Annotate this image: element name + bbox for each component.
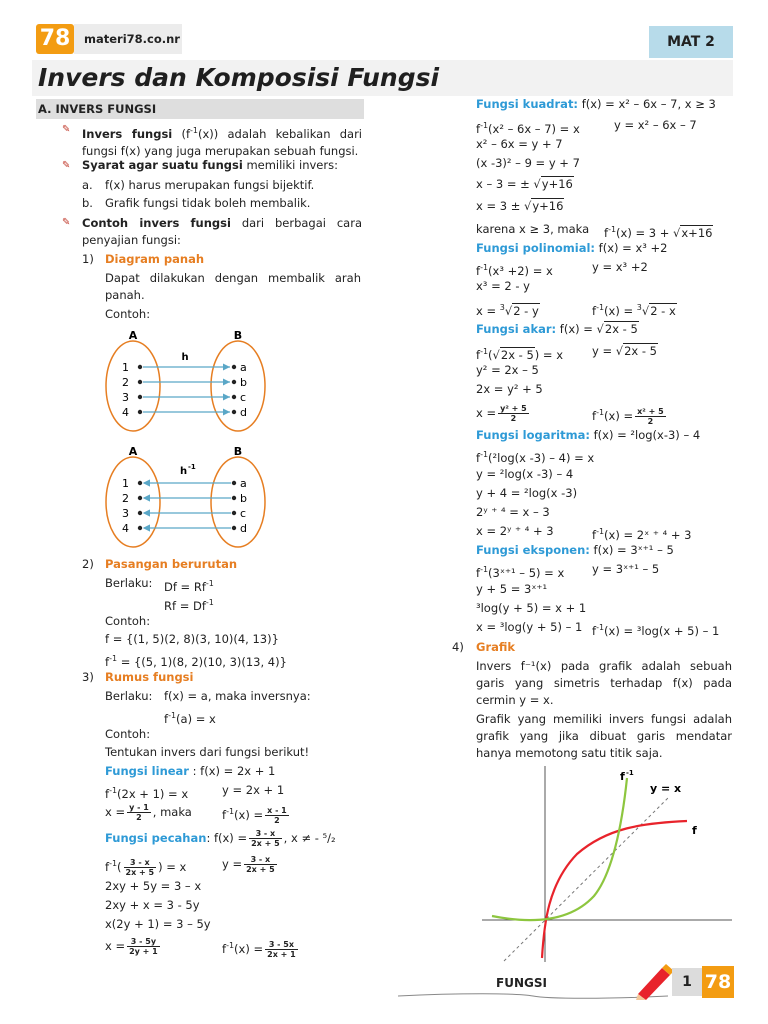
diagram-panah-heading: Diagram panah bbox=[105, 252, 205, 266]
radicand: 2x - 5 bbox=[500, 348, 534, 362]
f-letter: f bbox=[476, 348, 481, 362]
set-a-ellipse bbox=[106, 457, 160, 547]
log-step3: y + 4 = ²log(x -3) bbox=[476, 486, 578, 500]
set-b-label: B bbox=[233, 445, 243, 458]
sup: -1 bbox=[480, 121, 489, 130]
eq-prefix: x = bbox=[476, 406, 497, 420]
f-letter: f bbox=[592, 528, 597, 542]
f-letter: f bbox=[592, 624, 597, 638]
linear-step2-right bbox=[222, 800, 291, 827]
log-step5: x = 2ʸ ⁺ ⁴ + 3 bbox=[476, 524, 554, 538]
range-value: c bbox=[240, 391, 247, 404]
poli-result: $f^{-1}(x) = ^3√2 - x$ bbox=[592, 303, 676, 318]
poli-step3: x = $^3$√2 - y bbox=[476, 303, 539, 318]
kuadrat-step1 bbox=[476, 118, 580, 137]
radicand: 2 - y bbox=[513, 304, 539, 318]
sup: -1 bbox=[205, 598, 214, 607]
eq-prefix: (x) = bbox=[234, 808, 264, 822]
root-index: 3 bbox=[499, 303, 505, 312]
poli-step1 bbox=[476, 260, 553, 279]
fraction: $\frac{3 - x}{2x + 5}$ bbox=[251, 829, 280, 848]
df-text: Df = Rf bbox=[164, 580, 206, 594]
sup: -1 bbox=[480, 450, 489, 459]
radicand: 2x - 5 bbox=[624, 344, 657, 358]
polinomial-def: f(x) = x³ +2 bbox=[598, 241, 668, 255]
rf-equation bbox=[164, 595, 214, 614]
sup: -1 bbox=[226, 941, 235, 950]
logaritma-def: f(x) = ²log(x-3) – 4 bbox=[593, 428, 701, 442]
syarat-text: memiliki invers: bbox=[246, 158, 338, 172]
step-text: (3ˣ⁺¹ – 5) = x bbox=[488, 566, 565, 580]
pecahan-step5-right bbox=[222, 934, 300, 961]
set-a-label: A bbox=[128, 329, 138, 342]
syarat-b-marker: b. bbox=[82, 196, 93, 210]
label-f: f bbox=[692, 824, 697, 837]
eq-prefix: y = bbox=[592, 344, 613, 358]
domain-value: 1 bbox=[122, 361, 129, 374]
eksp-result bbox=[592, 620, 719, 639]
eq-prefix: (x) = bbox=[234, 942, 264, 956]
item-number: 3) bbox=[82, 670, 94, 684]
akar-step3: 2x = y² + 5 bbox=[476, 382, 543, 396]
domain-value: 2 bbox=[122, 492, 129, 505]
fraction: $\frac{3 - x}{2x + 5}$ bbox=[125, 858, 155, 877]
f-letter: f bbox=[476, 451, 481, 465]
f-letter: f bbox=[105, 787, 110, 801]
sup: -1 bbox=[190, 126, 198, 135]
eksponen-def: f(x) = 3ˣ⁺¹ – 5 bbox=[593, 543, 674, 557]
grafik-heading: Grafik bbox=[476, 640, 516, 654]
definition-paragraph: Invers fungsi $(f^{-1}(x))$ adalah kebalikan dari fungsi f(x) yang juga merupakan sebuah fungsi. bbox=[82, 126, 362, 158]
eksp-step3: ³log(y + 5) = x + 1 bbox=[476, 601, 587, 615]
f-letter: f bbox=[592, 409, 597, 423]
log-step2: y = ²log(x -3) – 4 bbox=[476, 467, 574, 481]
pecahan-step4: x(2y + 1) = 3 – 5y bbox=[105, 917, 211, 931]
sup: -1 bbox=[109, 654, 118, 663]
sup: -1 bbox=[596, 623, 605, 632]
range-value: a bbox=[240, 361, 247, 374]
eq-prefix: (x) = bbox=[604, 409, 634, 423]
akar-step1-right: y = √2x - 5 bbox=[592, 344, 657, 358]
log-step4: 2ʸ ⁺ ⁴ = x – 3 bbox=[476, 505, 550, 519]
kuadrat-step1-right: y = x² – 6x – 7 bbox=[614, 118, 697, 132]
step-text: (²log(x -3) – 4) = x bbox=[488, 451, 595, 465]
kuadrat-result: $f^{-1}(x) = 3 + √x+16$ bbox=[604, 225, 713, 240]
f-letter: f bbox=[592, 304, 597, 318]
sup: -1 bbox=[596, 303, 605, 312]
kuadrat-heading: Fungsi kuadrat: bbox=[476, 97, 579, 111]
f-letter: f bbox=[476, 264, 481, 278]
set-b-ellipse bbox=[211, 341, 265, 431]
berlaku-label: Berlaku: bbox=[105, 689, 153, 703]
kuadrat-step4: x – 3 = ± √y+16 bbox=[476, 177, 573, 191]
domain-value: 1 bbox=[122, 477, 129, 490]
rumus-heading: Rumus fungsi bbox=[105, 670, 194, 684]
sup: -1 bbox=[109, 859, 118, 868]
log-step1 bbox=[476, 447, 594, 466]
item-number: 2) bbox=[82, 557, 94, 571]
kuadrat-step5: x = 3 ± √y+16 bbox=[476, 199, 564, 213]
radicand: x+16 bbox=[681, 226, 713, 240]
akar-heading: Fungsi akar: bbox=[476, 322, 557, 336]
finv-set bbox=[105, 651, 287, 670]
pecahan-line bbox=[105, 826, 336, 850]
linear-line bbox=[105, 764, 275, 779]
eq-suffix: ) = x bbox=[534, 348, 564, 362]
rumus-inverse-text: (a) = x bbox=[176, 712, 216, 726]
polinomial-line bbox=[476, 241, 667, 256]
grafik-paragraph-2: Grafik yang memiliki invers fungsi adalah grafik yang jika dibuat garis mendatar hanya memotong satu titik saja. bbox=[476, 712, 732, 760]
kuadrat-line bbox=[476, 97, 716, 112]
sup: -1 bbox=[109, 786, 118, 795]
fraction: $\frac{y - 1}{2}$ bbox=[129, 803, 149, 822]
rf-text: Rf = Df bbox=[164, 599, 206, 613]
step-text: (x² – 6x – 7) = x bbox=[488, 122, 580, 136]
eq-suffix: , x ≠ - ⁵/₂ bbox=[283, 831, 336, 845]
step-text: (x) = 3 + bbox=[616, 226, 670, 240]
sup: -1 bbox=[596, 527, 605, 536]
arrow-diagram-h bbox=[100, 324, 280, 436]
log-result bbox=[592, 524, 691, 543]
sup: -1 bbox=[226, 807, 235, 816]
label-f-inverse-sup: -1 bbox=[626, 769, 634, 777]
site-name: materi78.co.nr bbox=[74, 24, 182, 54]
radicand: y+16 bbox=[532, 199, 564, 213]
contoh-term: Contoh invers fungsi bbox=[82, 216, 231, 230]
f-letter: f bbox=[105, 655, 110, 669]
linear-def: : f(x) = 2x + 1 bbox=[192, 764, 276, 778]
contoh-paragraph bbox=[82, 215, 362, 249]
f-set: f = {(1, 5)(2, 8)(3, 10)(4, 13)} bbox=[105, 632, 279, 646]
kuadrat-step6: karena x ≥ 3, maka bbox=[476, 222, 590, 236]
eq-suffix: , maka bbox=[152, 805, 192, 819]
polinomial-heading: Fungsi polinomial: bbox=[476, 241, 596, 255]
function-h-label: h bbox=[181, 352, 189, 363]
akar-step4 bbox=[476, 401, 531, 425]
grafik-paragraph-1: Invers f⁻¹(x) pada grafik adalah sebuah garis yang simetris terhadap f(x) pada cermin y = x. bbox=[476, 659, 732, 707]
akar-step1: $f^{-1}(√2x - 5) = x$ bbox=[476, 347, 564, 362]
eq-prefix: x = bbox=[476, 304, 497, 318]
fraction: $\frac{3 - 5x}{2x + 1}$ bbox=[267, 940, 296, 959]
footer-chapter: FUNGSI bbox=[496, 976, 547, 990]
akar-result bbox=[592, 401, 668, 428]
range-value: d bbox=[240, 522, 247, 535]
rumus-line: f(x) = a, maka inversnya: bbox=[164, 689, 311, 703]
label-y-equals-x: y = x bbox=[650, 782, 682, 795]
logaritma-line bbox=[476, 428, 700, 443]
eq-prefix: x – 3 = ± bbox=[476, 177, 530, 191]
eksp-step1 bbox=[476, 562, 564, 581]
syarat-term: Syarat agar suatu fungsi bbox=[82, 158, 243, 172]
logo-badge: 78 bbox=[36, 24, 74, 54]
root-index: 3 bbox=[636, 303, 642, 312]
sup: -1 bbox=[596, 408, 605, 417]
domain-value: 4 bbox=[122, 522, 129, 535]
syarat-a: f(x) harus merupakan fungsi bijektif. bbox=[105, 178, 315, 192]
pasangan-heading: Pasangan berurutan bbox=[105, 557, 238, 571]
sup: -1 bbox=[168, 711, 177, 720]
fraction: $\frac{3 - 5y}{2y + 1}$ bbox=[129, 937, 158, 956]
label-f-inverse: f bbox=[620, 770, 625, 783]
berlaku-label: Berlaku: bbox=[105, 576, 153, 590]
contoh-label: Contoh: bbox=[105, 307, 151, 321]
eq-prefix: x = bbox=[105, 939, 126, 953]
eq-prefix: y = bbox=[222, 857, 243, 871]
akar-def: f(x) = bbox=[559, 322, 593, 336]
radicand: 2x - 5 bbox=[604, 322, 638, 336]
f-letter: f bbox=[164, 712, 169, 726]
eq-prefix: : f(x) = bbox=[206, 831, 248, 845]
page-title: Invers dan Komposisi Fungsi bbox=[38, 63, 440, 92]
domain-value: 4 bbox=[122, 406, 129, 419]
step-text: (x) = bbox=[604, 304, 634, 318]
set-b-ellipse bbox=[211, 457, 265, 547]
f-letter: f bbox=[105, 860, 110, 874]
eq-prefix: x = 3 ± bbox=[476, 199, 521, 213]
f-letter: f bbox=[222, 942, 227, 956]
pencil-bullet-icon: ✎ bbox=[62, 124, 71, 135]
range-value: c bbox=[240, 507, 247, 520]
sup: -1 bbox=[205, 579, 214, 588]
syarat-line bbox=[82, 158, 338, 173]
contoh-text: dari berbagai cara penyajian fungsi: bbox=[82, 216, 362, 247]
f-letter: f bbox=[476, 566, 481, 580]
df-equation bbox=[164, 576, 214, 595]
footer-logo: 78 bbox=[702, 966, 734, 998]
function-h-inverse-label: h bbox=[180, 466, 188, 477]
eksp-step2: y + 5 = 3ˣ⁺¹ bbox=[476, 582, 548, 596]
linear-step1-right: y = 2x + 1 bbox=[222, 783, 285, 797]
linear-step2 bbox=[105, 800, 192, 824]
mirror-line-y-equals-x bbox=[504, 796, 670, 961]
pecahan-step3: 2xy + x = 3 - 5y bbox=[105, 898, 200, 912]
step-text: (x) = 2ˣ ⁺ ⁴ + 3 bbox=[604, 528, 692, 542]
f-letter: f bbox=[222, 808, 227, 822]
linear-step1-text: (2x + 1) = x bbox=[117, 787, 189, 801]
kuadrat-step3: (x -3)² – 9 = y + 7 bbox=[476, 156, 580, 170]
pencil-icon bbox=[632, 960, 674, 1000]
range-value: b bbox=[240, 376, 247, 389]
f-letter: f bbox=[476, 122, 481, 136]
pecahan-step1: $f^{-1}$( $\frac{3 - x}{2x + 5}$ ) = x bbox=[105, 858, 187, 877]
function-h-inverse-sup: -1 bbox=[188, 463, 196, 471]
pencil-bullet-icon: ✎ bbox=[62, 160, 71, 171]
pecahan-step2: 2xy + 5y = 3 – x bbox=[105, 879, 202, 893]
syarat-a-marker: a. bbox=[82, 178, 93, 192]
sup: -1 bbox=[480, 263, 489, 272]
akar-line: Fungsi akar: f(x) = √2x - 5 bbox=[476, 322, 638, 336]
pecahan-heading: Fungsi pecahan bbox=[105, 831, 207, 845]
fraction: $\frac{\text{y² + 5}}{2}$ bbox=[500, 404, 527, 423]
akar-step2: y² = 2x – 5 bbox=[476, 363, 539, 377]
footer-flourish bbox=[398, 990, 668, 1002]
f-letter: f bbox=[604, 226, 609, 240]
page-number: 1 bbox=[672, 968, 702, 996]
syarat-b: Grafik fungsi tidak boleh membalik. bbox=[105, 196, 311, 210]
eksponen-heading: Fungsi eksponen: bbox=[476, 543, 590, 557]
domain-value: 2 bbox=[122, 376, 129, 389]
range-value: b bbox=[240, 492, 247, 505]
pencil-bullet-icon: ✎ bbox=[62, 217, 71, 228]
domain-value: 3 bbox=[122, 507, 129, 520]
curve-f bbox=[542, 821, 687, 958]
eksp-step4: x = ³log(y + 5) – 1 bbox=[476, 620, 583, 634]
fraction: $\frac{3 - x}{2x + 5}$ bbox=[246, 855, 275, 874]
fraction: $\frac{x - 1}{2}$ bbox=[267, 806, 287, 825]
set-a-ellipse bbox=[106, 341, 160, 431]
sup: -1 bbox=[480, 347, 489, 356]
range-value: a bbox=[240, 477, 247, 490]
definition-term: Invers fungsi bbox=[82, 127, 173, 141]
set-a-label: A bbox=[128, 445, 138, 458]
item-number: 4) bbox=[452, 640, 464, 654]
radicand: y+16 bbox=[541, 177, 573, 191]
finv-set-text: = {(5, 1)(8, 2)(10, 3)(13, 4)} bbox=[120, 655, 287, 669]
section-heading: A. INVERS FUNGSI bbox=[36, 99, 364, 119]
definition-text: adalah kebalikan dari fungsi f(x) yang juga merupakan sebuah fungsi. bbox=[82, 127, 362, 158]
contoh-label: Contoh: bbox=[105, 614, 151, 628]
fraction: $\frac{\text{x² + 5}}{2}$ bbox=[637, 407, 664, 426]
poli-step1-right: y = x³ +2 bbox=[592, 260, 648, 274]
eq-suffix: ) = x bbox=[158, 860, 187, 874]
eksp-step1-right: y = 3ˣ⁺¹ – 5 bbox=[592, 562, 660, 576]
diagram-description: Dapat dilakukan dengan membalik arah panah. bbox=[105, 271, 361, 302]
pecahan-step1-right bbox=[222, 852, 279, 876]
curve-f-inverse bbox=[492, 778, 627, 920]
step-text: (x) = ³log(x + 5) – 1 bbox=[604, 624, 720, 638]
kuadrat-def: f(x) = x² – 6x – 7, x ≥ 3 bbox=[581, 97, 716, 111]
range-value: d bbox=[240, 406, 247, 419]
sup: -1 bbox=[480, 565, 489, 574]
inverse-function-graph bbox=[482, 766, 732, 962]
sup: -1 bbox=[608, 225, 617, 234]
kuadrat-step2: x² – 6x = y + 7 bbox=[476, 137, 563, 151]
domain-value: 3 bbox=[122, 391, 129, 404]
poli-step2: x³ = 2 - y bbox=[476, 279, 530, 293]
set-b-label: B bbox=[233, 329, 243, 342]
item-number: 1) bbox=[82, 252, 94, 266]
rumus-inverse bbox=[164, 708, 216, 727]
pecahan-step5 bbox=[105, 934, 162, 958]
eq-prefix: x = bbox=[105, 805, 126, 819]
eksponen-line bbox=[476, 543, 674, 558]
subject-badge: MAT 2 bbox=[649, 26, 733, 58]
tentukan-text: Tentukan invers dari fungsi berikut! bbox=[105, 745, 310, 759]
logaritma-heading: Fungsi logaritma: bbox=[476, 428, 590, 442]
contoh-label: Contoh: bbox=[105, 727, 151, 741]
linear-heading: Fungsi linear bbox=[105, 764, 189, 778]
step-text: (x³ +2) = x bbox=[488, 264, 553, 278]
arrow-diagram-h-inverse bbox=[100, 440, 280, 552]
radicand: 2 - x bbox=[650, 304, 676, 318]
